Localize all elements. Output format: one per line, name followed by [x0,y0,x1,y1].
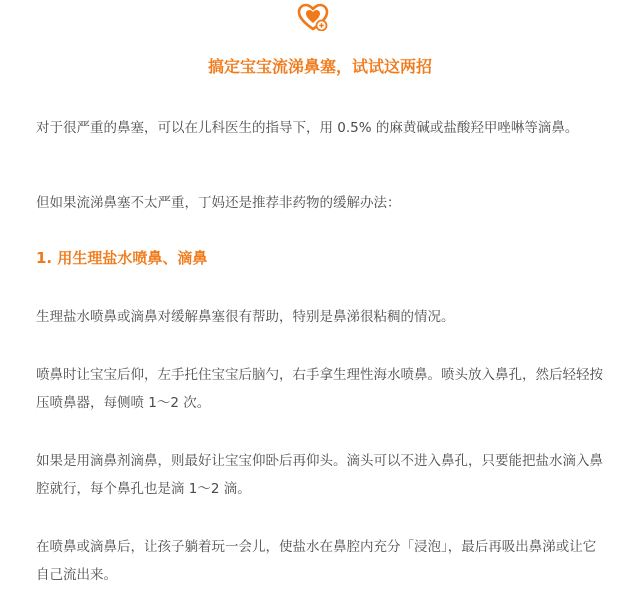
paragraph-spray-method: 喷鼻时让宝宝后仰，左手托住宝宝后脑勺，右手拿生理性海水喷鼻。喷头放入鼻孔，然后轻轻按压喷鼻器，每侧喷 1～2 次。 [36,367,603,411]
paragraph-saline-benefit: 生理盐水喷鼻或滴鼻对缓解鼻塞很有帮助，特别是鼻涕很粘稠的情况。 [36,309,455,325]
paragraph-after-care: 在喷鼻或滴鼻后，让孩子躺着玩一会儿，使盐水在鼻腔内充分「浸泡」，最后再吸出鼻涕或让它自己流出来。 [36,539,597,583]
article-title: 搞定宝宝流涕鼻塞，试试这两招 [207,57,432,76]
paragraph-non-drug-methods: 但如果流涕鼻塞不太严重，丁妈还是推荐非药物的缓解办法： [36,195,401,211]
paragraph-severe-congestion: 对于很严重的鼻塞，可以在儿科医生的指导下，用 0.5% 的麻黄碱或盐酸羟甲唑啉等滴鼻。 [36,120,579,136]
heart-logo-icon [297,3,329,31]
section-heading: 1. 用生理盐水喷鼻、滴鼻 [36,249,208,267]
paragraph-drop-method: 如果是用滴鼻剂滴鼻，则最好让宝宝仰卧后再仰头。滴头可以不进入鼻孔，只要能把盐水滴入鼻腔就行，每个鼻孔也是滴 1～2 滴。 [36,453,603,497]
